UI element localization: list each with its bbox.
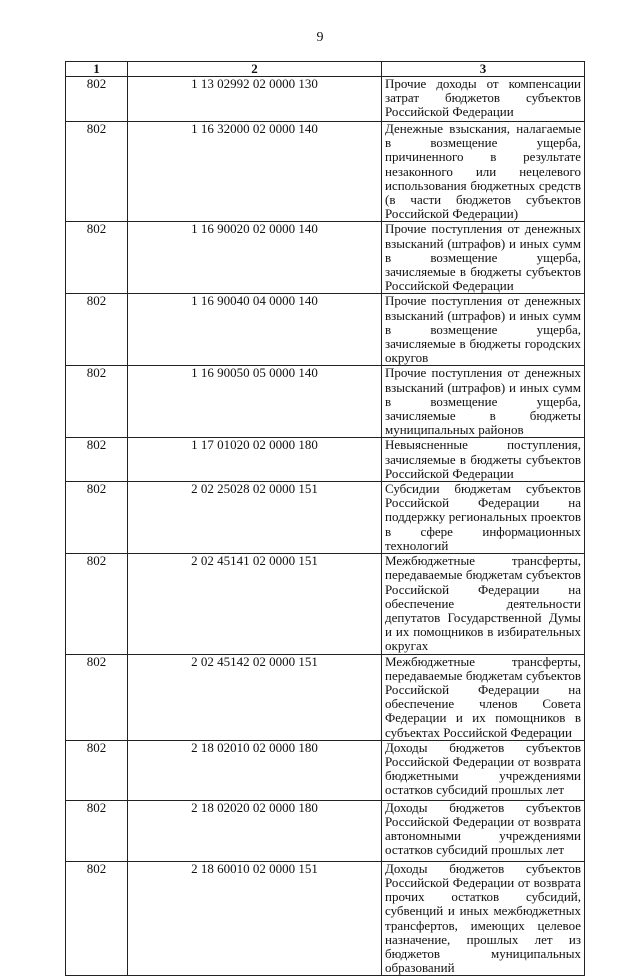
description-cell: Прочие поступления от денежных взысканий (штрафов) и иных сумм в возмещение ущерба, зачисляемые в бюджеты муниципальных районов: [382, 366, 585, 438]
description-cell: Невыясненные поступления, зачисляемые в бюджеты субъектов Российской Федерации: [382, 438, 585, 482]
table-row: [66, 554, 585, 654]
table-row: [66, 800, 585, 861]
budget-code-cell: 2 02 25028 02 0000 151: [128, 482, 382, 554]
column-header-3: 3: [382, 62, 585, 77]
table-row: [66, 122, 585, 222]
table-row: [66, 482, 585, 554]
admin-code-cell: 802: [66, 122, 128, 222]
budget-code-cell: 2 18 02010 02 0000 180: [128, 740, 382, 800]
admin-code-cell: 802: [66, 482, 128, 554]
description-cell: Субсидии бюджетам субъектов Российской Федерации на поддержку региональных проектов в сфере информационных технологий: [382, 482, 585, 554]
description-cell: Межбюджетные трансферты, передаваемые бюджетам субъектов Российской Федерации на обеспечение деятельности депутатов Государственной Думы и их помощников в избирательных округах: [382, 554, 585, 654]
table-row: [66, 861, 585, 976]
column-header-2: 2: [128, 62, 382, 77]
table-row: [66, 654, 585, 740]
budget-code-cell: 1 16 90050 05 0000 140: [128, 366, 382, 438]
table-row: [66, 222, 585, 294]
budget-code-cell: 2 02 45141 02 0000 151: [128, 554, 382, 654]
description-cell: Прочие поступления от денежных взысканий (штрафов) и иных сумм в возмещение ущерба, зачисляемые в бюджеты городских округов: [382, 294, 585, 366]
admin-code-cell: 802: [66, 654, 128, 740]
table-body: [66, 77, 585, 976]
admin-code-cell: 802: [66, 294, 128, 366]
description-cell: Денежные взыскания, налагаемые в возмещение ущерба, причиненного в результате незаконного или нецелевого использования бюджетных средств (в части бюджетов субъектов Российской Федерации): [382, 122, 585, 222]
budget-code-cell: 2 18 60010 02 0000 151: [128, 861, 382, 976]
admin-code-cell: 802: [66, 740, 128, 800]
description-cell: Межбюджетные трансферты, передаваемые бюджетам субъектов Российской Федерации на обеспечение членов Совета Федерации и их помощников в субъектах Российской Федерации: [382, 654, 585, 740]
table-row: [66, 77, 585, 122]
budget-code-cell: 1 13 02992 02 0000 130: [128, 77, 382, 122]
budget-code-cell: 1 17 01020 02 0000 180: [128, 438, 382, 482]
description-cell: Прочие доходы от компенсации затрат бюджетов субъектов Российской Федерации: [382, 77, 585, 122]
description-cell: Доходы бюджетов субъектов Российской Федерации от возврата автономными учреждениями остатков субсидий прошлых лет: [382, 800, 585, 861]
description-cell: Доходы бюджетов субъектов Российской Федерации от возврата прочих остатков субсидий, субвенций и иных межбюджетных трансфертов, имеющих целевое назначение, прошлых лет из бюджетов муниципальных образований: [382, 861, 585, 976]
admin-code-cell: 802: [66, 77, 128, 122]
page-number: 9: [316, 30, 324, 45]
admin-code-cell: 802: [66, 800, 128, 861]
admin-code-cell: 802: [66, 438, 128, 482]
admin-code-cell: 802: [66, 366, 128, 438]
table-row: [66, 740, 585, 800]
description-cell: Доходы бюджетов субъектов Российской Федерации от возврата бюджетными учреждениями остатков субсидий прошлых лет: [382, 740, 585, 800]
admin-code-cell: 802: [66, 861, 128, 976]
budget-code-cell: 1 16 32000 02 0000 140: [128, 122, 382, 222]
budget-code-cell: 2 18 02020 02 0000 180: [128, 800, 382, 861]
table-row: [66, 294, 585, 366]
budget-code-cell: 1 16 90020 02 0000 140: [128, 222, 382, 294]
description-cell: Прочие поступления от денежных взысканий (штрафов) и иных сумм в возмещение ущерба, зачисляемые в бюджеты субъектов Российской Федерации: [382, 222, 585, 294]
table-header: [66, 62, 585, 77]
budget-code-cell: 2 02 45142 02 0000 151: [128, 654, 382, 740]
budget-code-cell: 1 16 90040 04 0000 140: [128, 294, 382, 366]
table-row: [66, 438, 585, 482]
table-row: [66, 366, 585, 438]
admin-code-cell: 802: [66, 554, 128, 654]
budget-codes-table: [65, 61, 585, 976]
admin-code-cell: 802: [66, 222, 128, 294]
column-header-1: 1: [66, 62, 128, 77]
header-row: [66, 62, 585, 77]
